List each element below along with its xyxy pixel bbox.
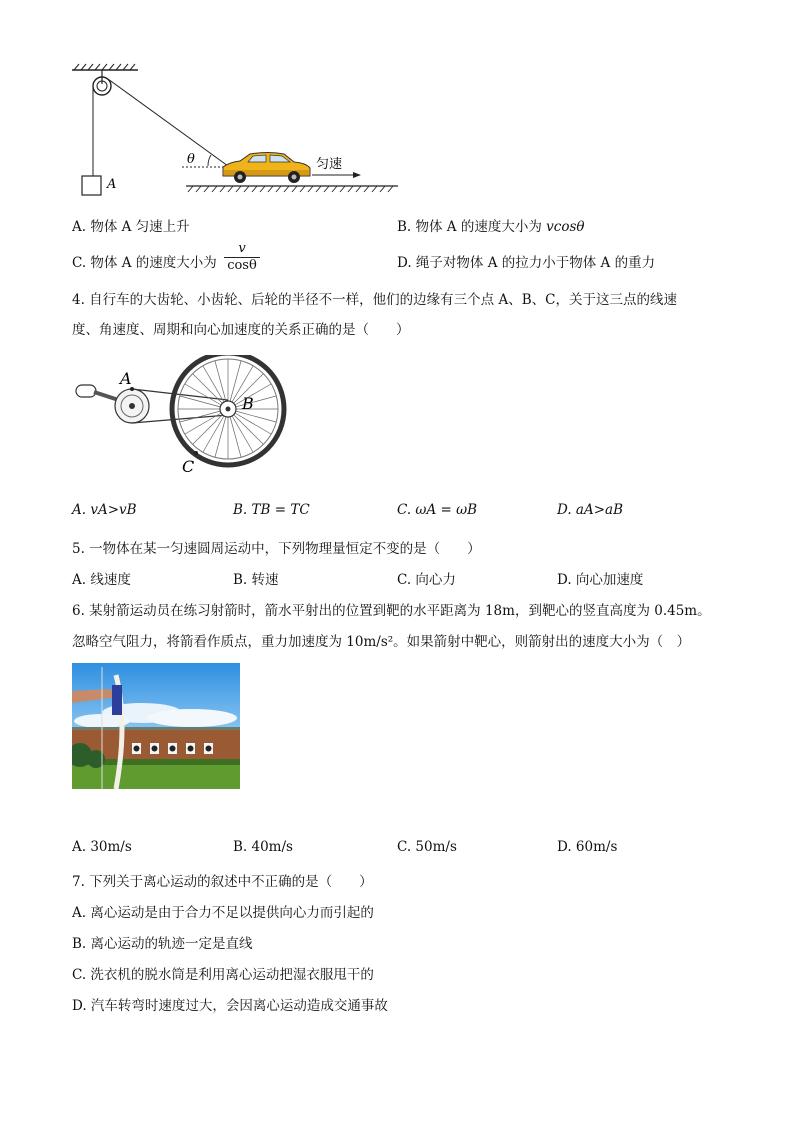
q5-stem: 5. 一物体在某一匀速圆周运动中，下列物理量恒定不变的是（ ） [72,541,481,557]
q3-option-a: A. 物体 A 匀速上升 [72,219,190,235]
point-b-label: B [242,394,254,413]
q4-option-c: C. ωA = ωB [397,502,478,518]
fraction-numerator: v [238,241,246,256]
q3-option-c-fraction [222,241,262,274]
archery-photo [72,663,240,789]
q3-option-c [72,251,217,271]
q3-option-b [397,215,585,235]
car-icon [223,153,310,184]
q4-stem-line2: 度、角速度、周期和向心加速度的关系正确的是（ ） [72,322,410,338]
q6-option-d: D. 60m/s [557,839,618,855]
q4-option-a: A. vA>vB [72,502,137,518]
point-a-label: A [120,369,132,388]
theta-label: θ [187,152,195,167]
q7-option-d: D. 汽车转弯时速度过大，会因离心运动造成交通事故 [72,998,388,1014]
q4-stem-line1: 4. 自行车的大齿轮、小齿轮、后轮的半径不一样，他们的边缘有三个点 A、B、C，关于这三点的线速 [72,292,677,308]
q7-stem: 7. 下列关于离心运动的叙述中不正确的是（ ） [72,874,373,890]
q3-option-b-formula: vcosθ [546,219,585,235]
q7-option-b: B. 离心运动的轨迹一定是直线 [72,936,253,952]
q3-option-c-prefix: C. 物体 A 的速度大小为 [72,255,217,271]
point-c-label: C [182,457,195,476]
uniform-speed-label: 匀速 [316,157,343,172]
q4-option-b: B. TB = TC [233,502,310,518]
q6-stem-line1: 6. 某射箭运动员在练习射箭时，箭水平射出的位置到靶的水平距离为 18m，到靶心的竖直高度为 0.45m。 [72,603,711,619]
q6-option-a: A. 30m/s [72,839,132,855]
q7-option-c: C. 洗衣机的脱水筒是利用离心运动把湿衣服甩干的 [72,967,374,983]
pulley-car-figure [70,62,405,198]
q6-option-b: B. 40m/s [233,839,293,855]
q5-option-b: B. 转速 [233,572,279,588]
q6-option-c: C. 50m/s [397,839,457,855]
q7-option-a: A. 离心运动是由于合力不足以提供向心力而引起的 [72,905,374,921]
q3-option-d: D. 绳子对物体 A 的拉力小于物体 A 的重力 [397,255,656,271]
q5-option-c: C. 向心力 [397,572,456,588]
q5-option-d: D. 向心加速度 [557,572,644,588]
q4-option-d: D. aA>aB [557,502,624,518]
q3-option-b-prefix: B. 物体 A 的速度大小为 [397,219,542,235]
q6-stem-line2: 忽略空气阻力，将箭看作质点，重力加速度为 10m/s²。如果箭射中靶心，则箭射出的速度大小为（ ） [72,634,691,650]
fraction-denominator: cosθ [227,258,257,273]
q5-option-a: A. 线速度 [72,572,131,588]
block-a [82,176,101,195]
block-a-label: A [107,177,117,192]
bicycle-wheel-figure [72,355,290,477]
